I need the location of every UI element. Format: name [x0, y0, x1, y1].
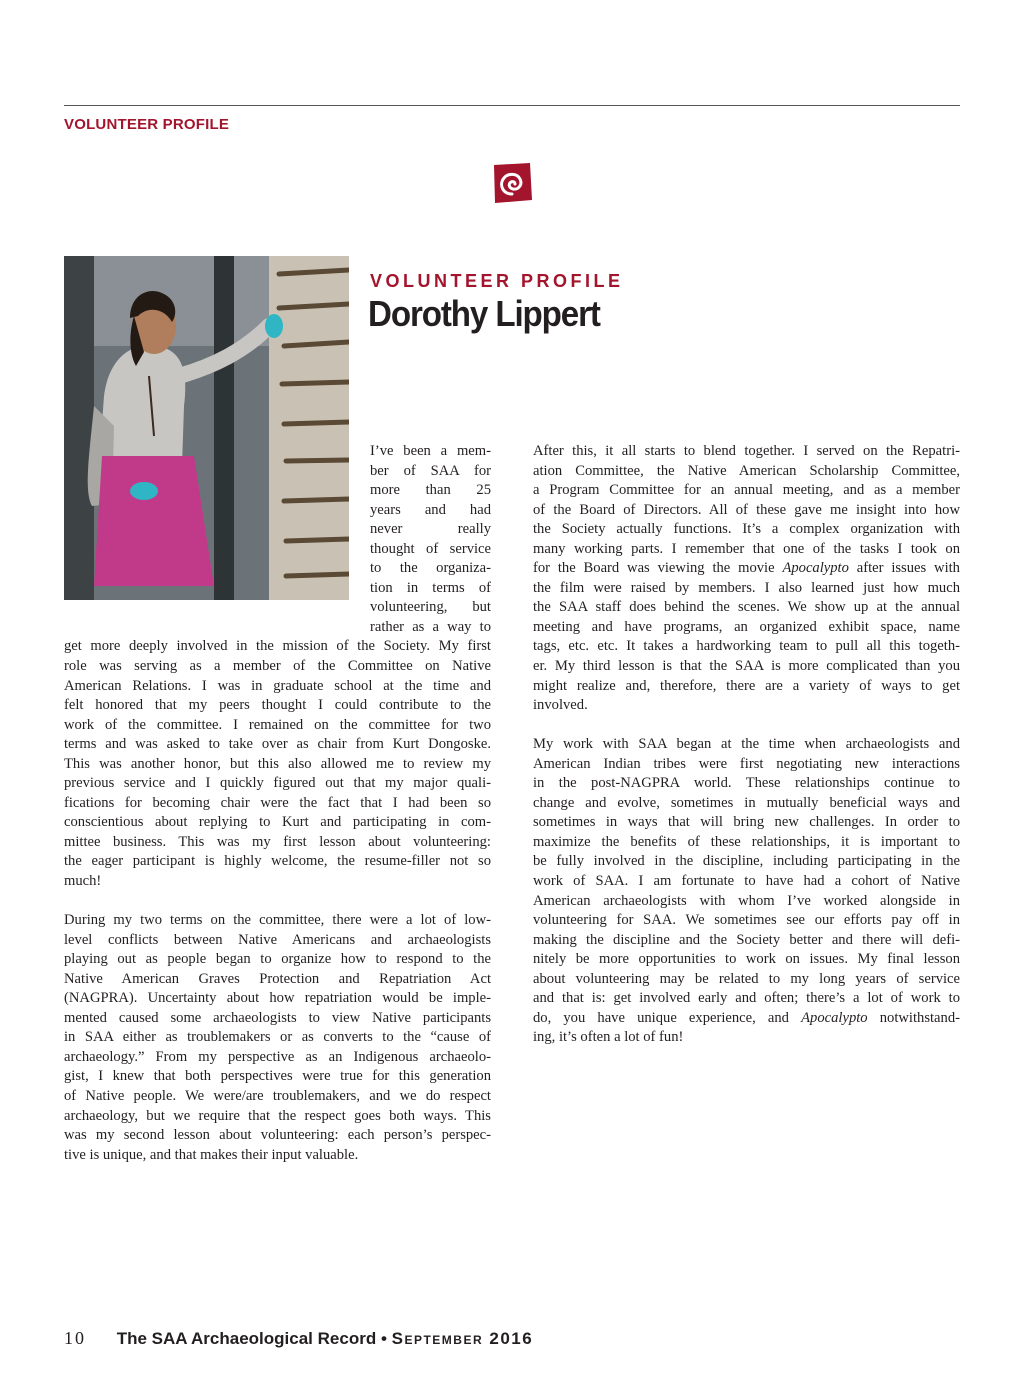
text-line: and that is: get involved early and often; there’s a lot of work to [533, 990, 960, 1007]
text-line: for the Board was viewing the movie Apocalypto after issues with [533, 560, 960, 577]
text-line: ation Committee, the Native American Scholarship Committee, [533, 462, 960, 479]
text-line: conscientious about replying to Kurt and participating in com- [64, 814, 491, 831]
text-line: This was another honor, but this also allowed me to review my [64, 755, 491, 772]
left-column [64, 442, 491, 1165]
saa-spiral-logo-icon [490, 160, 534, 206]
text-line: more than 25 [370, 482, 491, 499]
paragraph [64, 911, 491, 1165]
text-line: was my second lesson about volunteering: each person’s perspec- [64, 1127, 491, 1144]
film-title: Apocalypto [782, 560, 849, 577]
text-line: to the organiza- [370, 560, 491, 577]
text-line: years and had [370, 501, 491, 518]
section-label: VOLUNTEER PROFILE [64, 116, 230, 133]
text-line: work of the committee. I remained on the committee for two [64, 716, 491, 733]
text-line: gist, I knew that both perspectives were true for this generation [64, 1068, 491, 1085]
right-column [533, 442, 960, 1048]
text-line: level conflicts between Native Americans and archaeologists [64, 931, 491, 948]
text-line: playing out as people began to organize how to respond to the [64, 951, 491, 968]
text-line: get more deeply involved in the mission of the Society. My first [64, 638, 491, 655]
page-number: 10 [64, 1328, 86, 1348]
film-title: Apocalypto [801, 1009, 868, 1026]
text-line: During my two terms on the committee, there were a lot of low- [64, 912, 491, 929]
text-line: American archaeologists with whom I’ve worked alongside in [533, 892, 960, 909]
footer-bullet: • [380, 1329, 387, 1348]
text-line: making the discipline and the Society better and there will defi- [533, 931, 960, 948]
text-line: terms and was asked to take over as chair from Kurt Dongoske. [64, 736, 491, 753]
text-line: mittee business. This was my first lesson about volunteering: [64, 833, 491, 850]
text-line: of the Board of Directors. All of these gave me insight into how [533, 501, 960, 518]
text-line: nitely be more opportunities to work on issues. My final lesson [533, 951, 960, 968]
text-line: rather as a way to [370, 618, 491, 635]
text-line: My work with SAA began at the time when archaeologists and [533, 736, 960, 753]
text-line: the eager participant is highly welcome, the resume-filler not so [64, 853, 491, 870]
text-line: previous service and I quickly figured out that my major quali- [64, 775, 491, 792]
text-line: American Indian tribes were first negotiating new interactions [533, 755, 960, 772]
text-line: American Relations. I was in graduate school at the time and [64, 677, 491, 694]
text-line: ber of SAA for [370, 462, 491, 479]
text-line: many working parts. I remember that one of the tasks I took on [533, 540, 960, 557]
text-line: I’ve been a mem- [370, 443, 491, 459]
text-line: role was serving as a member of the Committee on Native [64, 658, 491, 675]
text-line: much! [64, 873, 102, 890]
text-line: be fully involved in the discipline, including participating in the [533, 853, 960, 870]
header-rule [64, 105, 960, 106]
paragraph [64, 637, 491, 891]
text-line: never really [370, 521, 491, 538]
text-line: in the post-NAGPRA world. These relationships continue to [533, 775, 960, 792]
article-title: Dorothy Lippert [368, 293, 600, 334]
text-line: about volunteering may be related to my long years of service [533, 970, 960, 987]
text-line: sometimes in ways that will bring new challenges. In order to [533, 814, 960, 831]
paragraph [533, 735, 960, 1048]
text-line: After this, it all starts to blend together. I served on the Repatri- [533, 443, 960, 459]
text-line: work of SAA. I am fortunate to have had a cohort of Native [533, 872, 960, 889]
text-line: archaeology, but we require that the respect goes both ways. This [64, 1107, 491, 1124]
text-line: the SAA staff does behind the scenes. We show up at the annual [533, 599, 960, 616]
text-line: meeting and have programs, an organized exhibit space, name [533, 618, 960, 635]
text-line: (NAGPRA). Uncertainty about how repatriation would be imple- [64, 990, 491, 1007]
article-kicker: VOLUNTEER PROFILE [370, 271, 624, 291]
wrapped-intro [370, 442, 491, 637]
text-line: Native American Graves Protection and Repatriation Act [64, 970, 491, 987]
text-line: felt honored that my peers thought I could contribute to the [64, 697, 491, 714]
text-line: tive is unique, and that makes their input valuable. [64, 1146, 359, 1163]
text-line: a Program Committee for an annual meeting, and as a member [533, 482, 960, 499]
text-line: volunteering for SAA. We sometimes see our efforts pay off in [533, 912, 960, 929]
issue-date: September 2016 [391, 1329, 534, 1348]
text-line: the Society actually functions. It’s a complex organization with [533, 521, 960, 538]
text-line: might realize and, therefore, there are a variety of ways to get [533, 677, 960, 694]
text-line: tags, etc. etc. It takes a hardworking team to pull all this togeth- [533, 638, 960, 655]
text-line: mented caused some archaeologists to view Native participants [64, 1009, 491, 1026]
text-line: maximize the benefits of these relationships, it is important to [533, 833, 960, 850]
text-line: archaeology.” From my perspective as an Indigenous archaeolo- [64, 1048, 491, 1065]
text-line: involved. [533, 697, 588, 714]
text-line: volunteering, but [370, 599, 491, 616]
text-line: change and evolve, sometimes in mutually beneficial ways and [533, 794, 960, 811]
text-line: thought of service [370, 540, 491, 557]
paragraph [533, 442, 960, 716]
text-line: in SAA either as troublemakers or as converts to the “cause of [64, 1029, 491, 1046]
text-line: the film were raised by members. I also learned just how much [533, 579, 960, 596]
text-line: fications for becoming chair were the fact that I had been so [64, 794, 491, 811]
text-line: tion in terms of [370, 579, 491, 596]
text-line: of Native people. We were/are troublemakers, and we do respect [64, 1088, 491, 1104]
text-line: er. My third lesson is that the SAA is more complicated than you [533, 658, 960, 675]
text-line: ing, it’s often a lot of fun! [533, 1029, 684, 1046]
page-footer [64, 1328, 533, 1349]
text-line: do, you have unique experience, and Apocalypto notwithstand- [533, 1009, 960, 1026]
publication-name: The SAA Archaeological Record [116, 1329, 377, 1348]
